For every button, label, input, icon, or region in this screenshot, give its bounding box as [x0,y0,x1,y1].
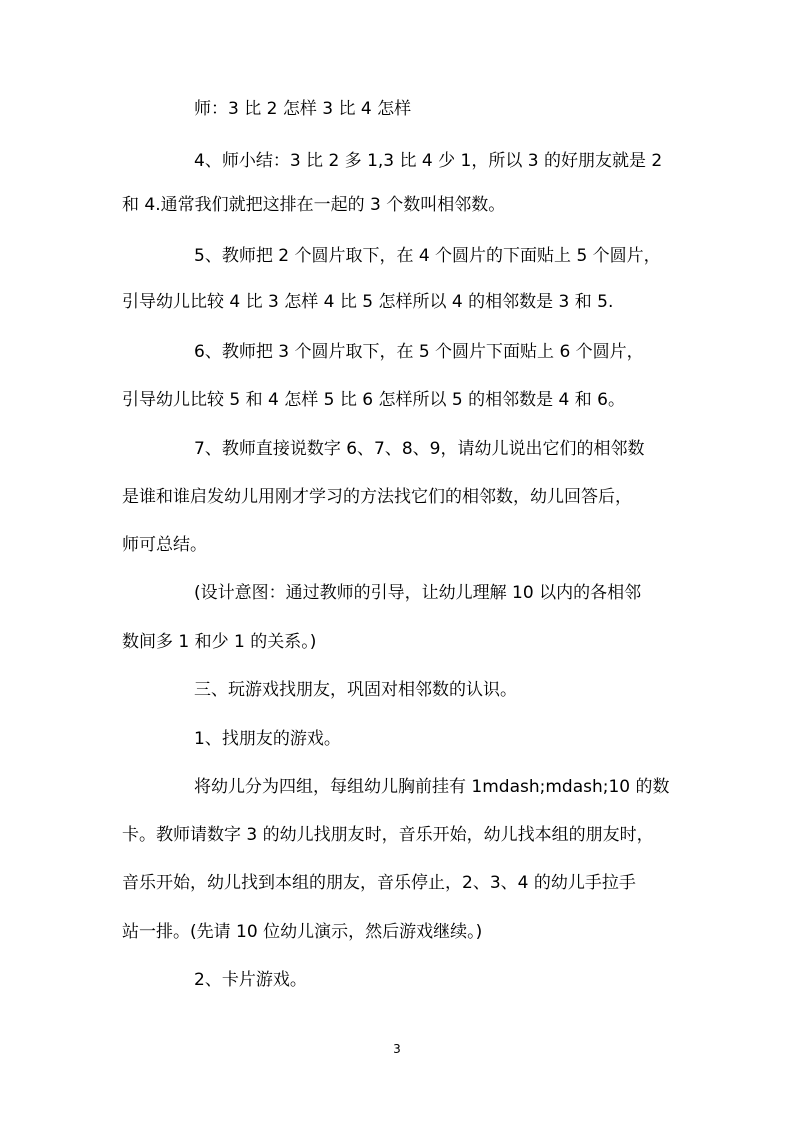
text-line: 引导幼儿比较 4 比 3 怎样 4 比 5 怎样所以 4 的相邻数是 3 和 5. [122,292,614,312]
text-line: 6、教师把 3 个圆片取下，在 5 个圆片下面贴上 6 个圆片， [194,342,644,362]
text-line: 1、找朋友的游戏。 [194,729,341,749]
text-line: 卡。教师请数字 3 的幼儿找朋友时，音乐开始，幼儿找本组的朋友时， [122,825,654,845]
text-line: 和 4.通常我们就把这排在一起的 3 个数叫相邻数。 [122,195,506,215]
text-line: 引导幼儿比较 5 和 4 怎样 5 比 6 怎样所以 5 的相邻数是 4 和 6。 [122,390,625,410]
text-line: 音乐开始，幼儿找到本组的朋友，音乐停止，2、3、4 的幼儿手拉手 [122,873,636,893]
text-line: 师：3 比 2 怎样 3 比 4 怎样 [194,99,412,119]
page-number: 3 [393,1042,401,1056]
text-line: (设计意图：通过教师的引导，让幼儿理解 10 以内的各相邻 [194,583,642,603]
text-line: 是谁和谁启发幼儿用刚才学习的方法找它们的相邻数，幼儿回答后， [122,487,632,507]
text-line: 将幼儿分为四组，每组幼儿胸前挂有 1mdash;mdash;10 的数 [194,777,670,797]
section-heading: 三、玩游戏找朋友，巩固对相邻数的认识。 [194,680,517,700]
text-line: 2、卡片游戏。 [194,970,307,990]
text-line: 7、教师直接说数字 6、7、8、9，请幼儿说出它们的相邻数 [194,439,645,459]
text-line: 数间多 1 和少 1 的关系。) [122,632,317,652]
text-line: 站一排。(先请 10 位幼儿演示，然后游戏继续。) [122,922,483,942]
text-line: 5、教师把 2 个圆片取下，在 4 个圆片的下面贴上 5 个圆片， [194,246,661,266]
text-line: 师可总结。 [122,535,207,555]
text-line: 4、师小结：3 比 2 多 1,3 比 4 少 1，所以 3 的好朋友就是 2 [194,151,663,171]
